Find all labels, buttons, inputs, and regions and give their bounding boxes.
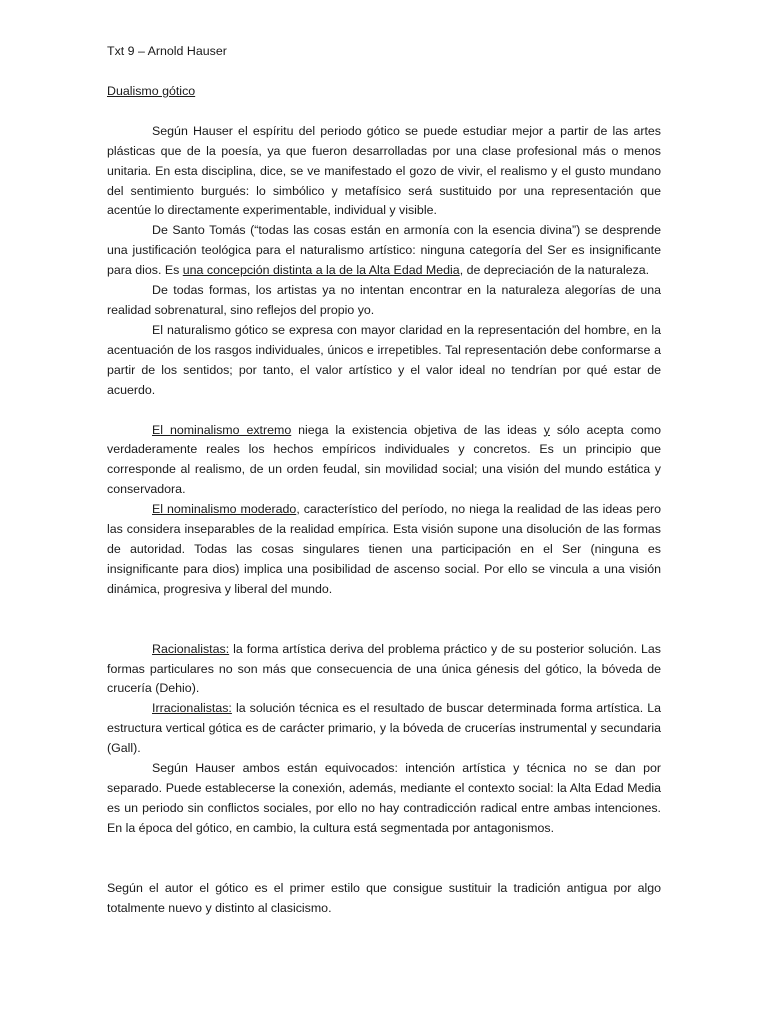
- paragraph-2: [107, 221, 661, 281]
- paragraph-conclusion: Según el autor el gótico es el primer estilo que consigue sustituir la tradición antigua por algo totalmente nuevo y distinto al clasicismo.: [107, 880, 661, 915]
- document-header: Txt 9 – Arnold Hauser: [107, 44, 227, 58]
- term-nominalismo-extremo: El nominalismo extremo: [152, 422, 292, 437]
- paragraph-7-text: la forma artística deriva del problema práctico y de su posterior solución. Las formas particulares no son más que consecuencia de una única génesis del gótico, la bóveda de crucería (Dehio).: [107, 641, 661, 696]
- paragraph-8-text: la solución técnica es el resultado de buscar determinada forma artística. La estructura vertical gótica es de carácter primario, y la bóveda de crucerías instrumental y secundaria (Gall).: [107, 701, 661, 756]
- paragraph-irracionalistas: [107, 699, 661, 759]
- paragraph-2-text-a: De Santo Tomás (“todas las cosas están en armonía con la esencia divina”) se desprende una justificación teológica para el naturalismo artístico: ninguna categoría del Ser es insignificante para dios. Es: [107, 223, 661, 278]
- term-irracionalistas: Irracionalistas:: [152, 701, 232, 716]
- paragraph-2-text-b: , de depreciación de la naturaleza.: [459, 263, 650, 278]
- paragraph-4: El naturalismo gótico se expresa con mayor claridad en la representación del hombre, en la acentuación de los rasgos individuales, únicos e irrepetibles. Tal representación debe conformarse a partir de los sentidos; por tanto, el valor artístico y el valor ideal no tendrían por qué estar de acuerdo.: [107, 322, 661, 397]
- spacer: [107, 839, 661, 879]
- paragraph-2-underlined: una concepción distinta a la de la Alta Edad Media: [182, 263, 460, 278]
- document-page: [107, 42, 661, 919]
- spacer: [107, 401, 661, 421]
- term-nominalismo-moderado: El nominalismo moderado: [152, 502, 297, 517]
- paragraph-1: Según Hauser el espíritu del periodo gótico se puede estudiar mejor a partir de las artes plásticas que de la poesía, ya que fueron desarrolladas por una clase profesional más o menos unitaria. En esta disciplina, dice, se ve manifestado el gozo de vivir, el realismo y el gusto mundano del sentimiento burgués: lo simbólico y metafísico será sustituido por una representación que acentúe lo directamente experimentable, individual y visible.: [107, 123, 661, 218]
- spacer: [107, 600, 661, 640]
- paragraph-3: De todas formas, los artistas ya no intentan encontrar en la naturaleza alegorías de una realidad sobrenatural, sino reflejos del propio yo.: [107, 283, 661, 317]
- paragraph-racionalistas: [107, 640, 661, 700]
- paragraph-9: Según Hauser ambos están equivocados: intención artística y técnica no se dan por separado. Puede establecerse la conexión, además, mediante el contexto social: la Alta Edad Media es un periodo sin conflictos sociales, por ello no hay contradicción radical entre ambas intenciones. En la época del gótico, en cambio, la cultura está segmentada por antagonismos.: [107, 761, 661, 835]
- underlined-conjunction: y: [543, 422, 550, 437]
- section-title: Dualismo gótico: [107, 83, 196, 98]
- paragraph-nominalismo-moderado: [107, 500, 661, 600]
- paragraph-5-text-a: niega la existencia objetiva de las ideas: [291, 422, 544, 437]
- paragraph-nominalismo-extremo: [107, 421, 661, 501]
- term-racionalistas: Racionalistas:: [152, 641, 230, 656]
- paragraph-5-text-b: sólo acepta como verdaderamente reales los hechos empíricos individuales y concretos. Es un principio que corresponde al realismo, de un orden feudal, sin movilidad social; una visión del mundo estática y conservadora.: [107, 422, 662, 497]
- paragraph-6-text: , característico del período, no niega la realidad de las ideas pero las considera inseparables de la realidad empírica. Esta visión supone una disolución de las formas de autoridad. Todas las cosas singulares tienen una participación en el Ser (ninguna es insignificante para dios) implica una posibilidad de ascenso social. Por ello se vincula a una visión dinámica, progresiva y liberal del mundo.: [107, 502, 661, 596]
